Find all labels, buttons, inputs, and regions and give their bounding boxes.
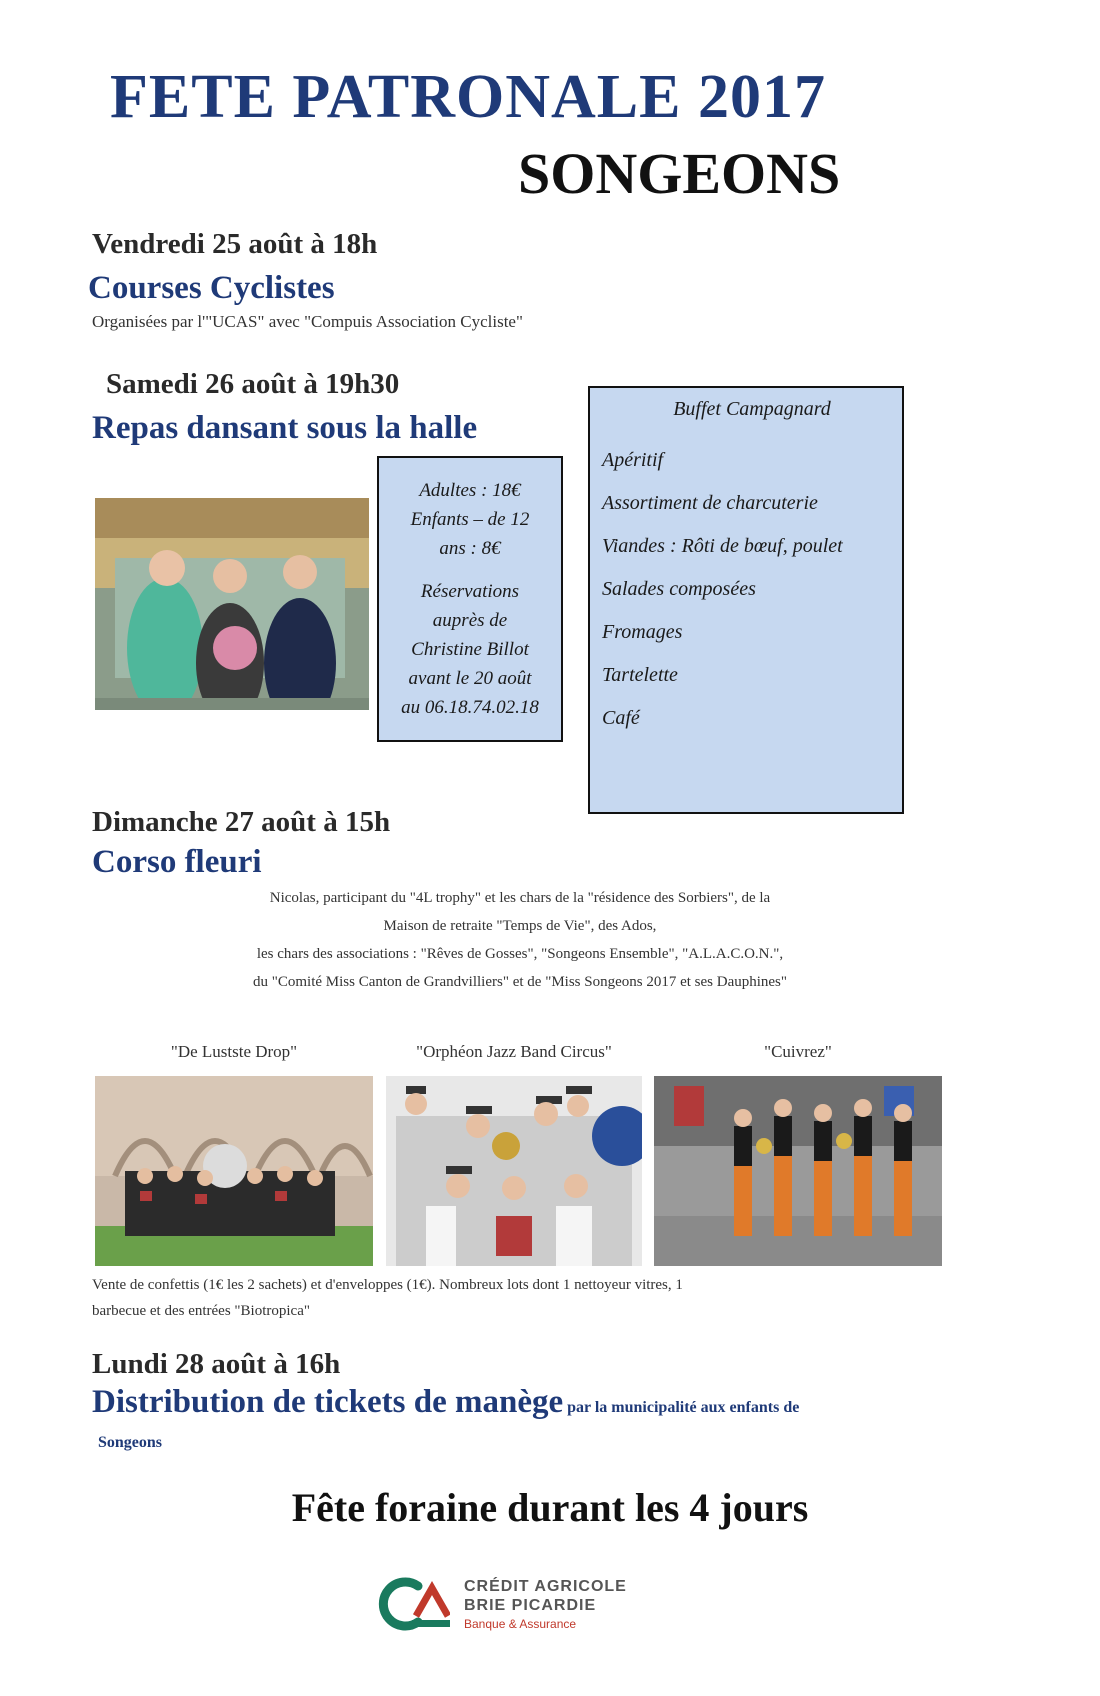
friday-event: Courses Cyclistes <box>88 270 335 306</box>
price-line: avant le 20 août <box>408 668 532 689</box>
buffet-item: Viandes : Rôti de bœuf, poulet <box>602 535 843 557</box>
monday-event-suffix: par la municipalité aux enfants de <box>567 1399 800 1416</box>
poster-title: FETE PATRONALE 2017 <box>110 63 826 131</box>
buffet-box <box>588 386 904 814</box>
buffet-item: Tartelette <box>602 664 678 686</box>
logo-line-3: Banque & Assurance <box>464 1617 577 1631</box>
description-line: du "Comité Miss Canton de Grandvilliers" et de "Miss Songeons 2017 et ses Dauphines" <box>252 974 788 990</box>
price-line: Adultes : 18€ <box>419 480 521 501</box>
band-caption: "Cuivrez" <box>764 1042 832 1061</box>
price-line: Réservations <box>420 581 520 602</box>
saturday-event: Repas dansant sous la halle <box>92 410 478 446</box>
sunday-day: Dimanche 27 août à 15h <box>92 806 391 838</box>
friday-note: Organisées par l'"UCAS" avec "Compuis Association Cycliste" <box>92 312 523 331</box>
price-line: Enfants – de 12 <box>410 509 530 530</box>
buffet-item: Café <box>602 707 640 729</box>
sunday-event: Corso fleuri <box>92 844 262 880</box>
sales-note <box>92 1272 972 1324</box>
band-caption: "Orphéon Jazz Band Circus" <box>416 1042 612 1061</box>
band-photo-cuivrez <box>654 1076 942 1266</box>
monday-event-line <box>92 1384 799 1421</box>
sales-line: Vente de confettis (1€ les 2 sachets) et d'enveloppes (1€). Nombreux lots dont 1 nettoyeur vitres, 1 <box>92 1277 683 1293</box>
monday-day: Lundi 28 août à 16h <box>92 1348 341 1380</box>
price-line: ans : 8€ <box>439 538 501 559</box>
sunday-description <box>90 884 950 996</box>
price-spacer <box>379 563 561 577</box>
buffet-item: Apéritif <box>602 449 664 471</box>
price-line: au 06.18.74.02.18 <box>401 697 539 718</box>
price-line: auprès de <box>432 610 508 631</box>
price-box <box>377 456 563 742</box>
monday-event: Distribution de tickets de manège <box>92 1384 564 1420</box>
band-photo-lustste-drop <box>95 1076 373 1266</box>
logo-line-2: BRIE PICARDIE <box>464 1597 597 1614</box>
credit-agricole-logo-icon <box>372 1576 450 1632</box>
description-line: les chars des associations : "Rêves de Gosses", "Songeons Ensemble", "A.L.A.C.O.N.", <box>256 946 784 962</box>
miss-photo <box>95 498 369 710</box>
buffet-item: Salades composées <box>602 578 756 600</box>
sales-line: barbecue et des entrées "Biotropica" <box>92 1303 310 1319</box>
band-caption: "De Lustste Drop" <box>170 1042 298 1061</box>
price-line: Christine Billot <box>411 639 529 660</box>
saturday-day: Samedi 26 août à 19h30 <box>106 368 400 400</box>
fete-foraine-text: Fête foraine durant les 4 jours <box>291 1485 809 1530</box>
buffet-item: Assortiment de charcuterie <box>602 492 818 514</box>
buffet-item: Fromages <box>602 621 683 643</box>
logo-line-1: CRÉDIT AGRICOLE <box>464 1578 627 1595</box>
description-line: Maison de retraite "Temps de Vie", des Ados, <box>383 918 657 934</box>
sponsor-logo <box>372 1576 672 1636</box>
friday-day: Vendredi 25 août à 18h <box>92 228 378 260</box>
monday-event-suffix-2: Songeons <box>98 1434 163 1451</box>
buffet-title: Buffet Campagnard <box>673 398 831 420</box>
town-name: SONGEONS <box>518 141 841 206</box>
description-line: Nicolas, participant du "4L trophy" et les chars de la "résidence des Sorbiers", de la <box>269 890 771 906</box>
band-photo-orpheon <box>386 1076 642 1266</box>
